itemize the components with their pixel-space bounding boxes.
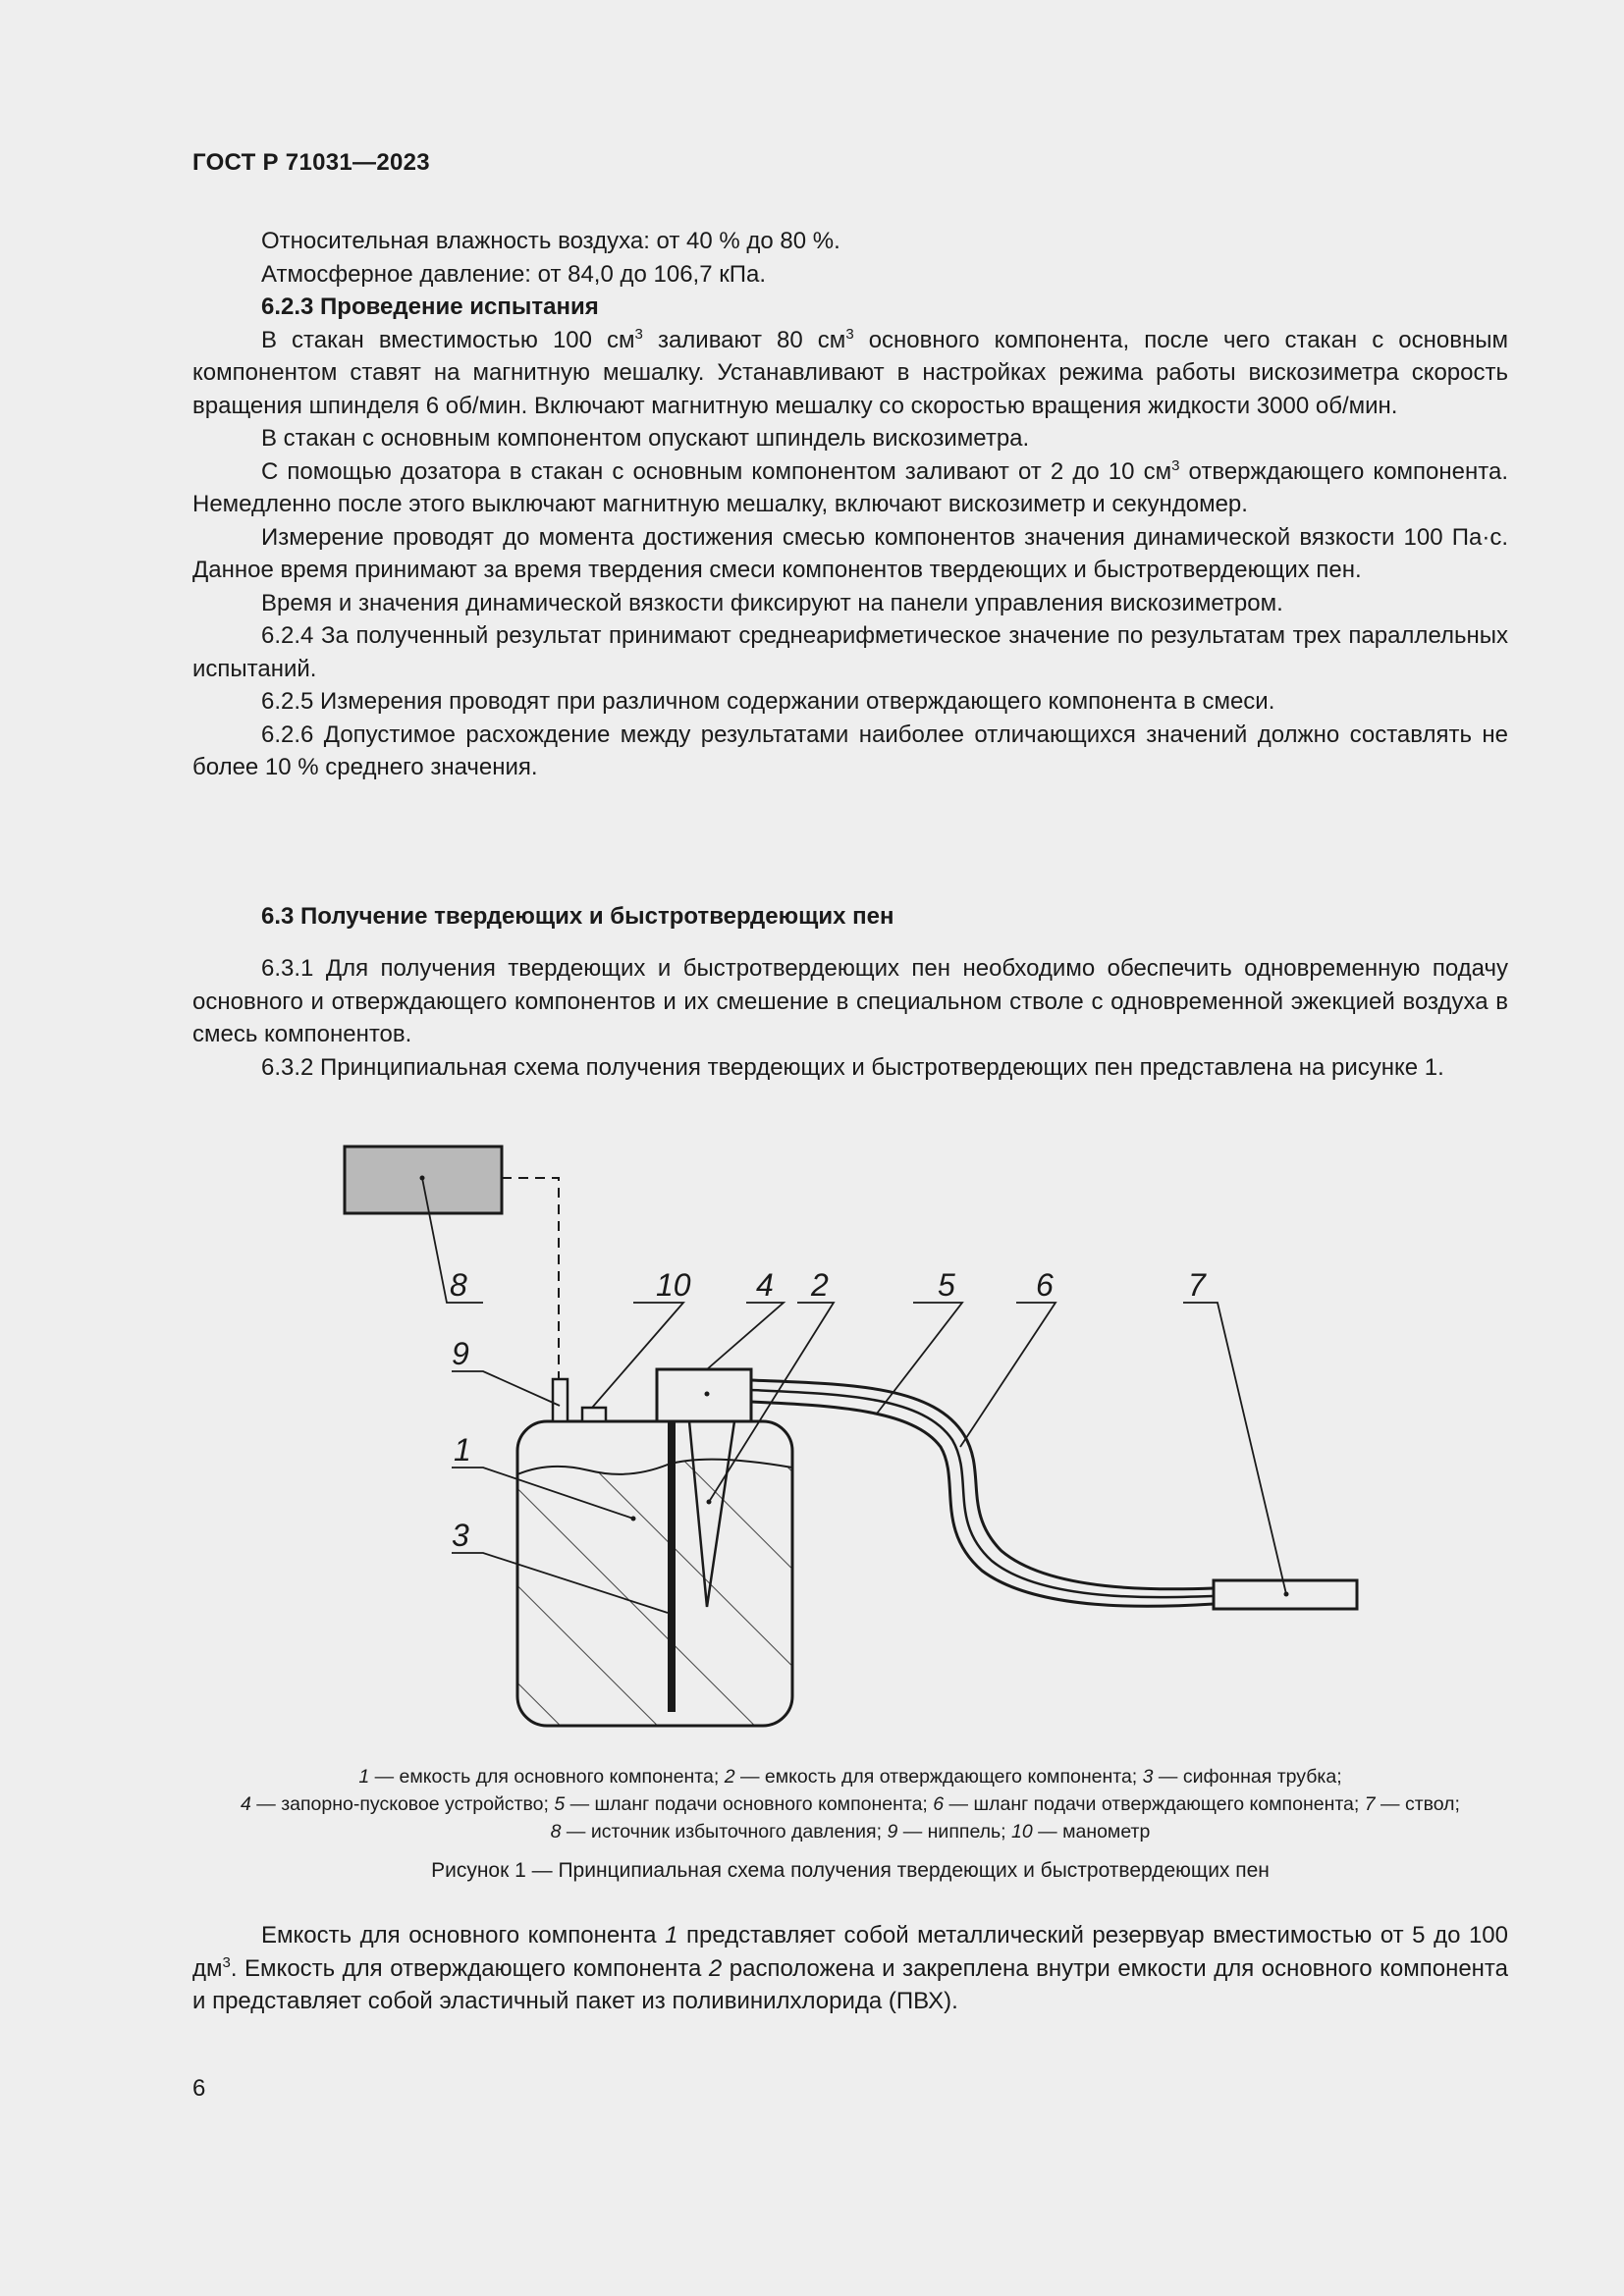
paragraph-test-procedure <box>192 324 1508 423</box>
siphon-tube <box>668 1421 676 1712</box>
legend-item: 5 — шланг подачи основного компонента; <box>554 1793 928 1815</box>
text-run: С помощью дозатора в стакан с основным компонентом заливают от 2 до 10 см <box>261 457 1172 485</box>
legend-item: 8 — источник избыточного давления; <box>550 1821 883 1842</box>
legend-item: 6 — шланг подачи отверждающего компонента; <box>933 1793 1360 1815</box>
legend-item: 10 — манометр <box>1011 1821 1151 1842</box>
superscript: 3 <box>222 1953 231 1971</box>
text-run: . Емкость для отверждающего компонента <box>230 1954 709 1982</box>
text-run: основного компонента, после чего стакан с основным компонентом ставят на магнитную мешалку. Устанавливают в настройках режима работы вискозиметра скорость вращения шпинделя 6 об/мин. Включают магнитную мешалку со скоростью вращения жидкости 3000 об/мин. <box>192 326 1508 419</box>
legend-item: 9 — ниппель; <box>887 1821 1006 1842</box>
leader-lines <box>422 1178 1286 1613</box>
text-run: Емкость для основного компонента <box>261 1922 666 1949</box>
callout-10: 10 <box>656 1267 691 1303</box>
main-component-tank <box>517 1460 792 1728</box>
superscript: 3 <box>1171 456 1180 474</box>
hose-outer-line <box>751 1380 1214 1589</box>
callout-8: 8 <box>450 1267 467 1303</box>
tank-outline <box>517 1421 792 1726</box>
manometer <box>582 1408 606 1421</box>
paragraph-record: Время и значения динамической вязкости фиксируют на панели управления вискозиметром. <box>261 589 1283 616</box>
text-run: представляет собой металлический резервуар вместимостью от 5 до 100 дм <box>192 1922 1509 1982</box>
paragraph-6-2-4: 6.2.4 За полученный результат принимают среднеарифметическое значение по результатам трех параллельных испытаний. <box>192 622 1508 682</box>
italic-number: 2 <box>708 1954 723 1982</box>
text-run: В стакан вместимостью 100 см <box>261 326 635 353</box>
hardener-bag <box>689 1421 734 1607</box>
superscript: 3 <box>634 325 643 343</box>
callout-1: 1 <box>454 1432 471 1468</box>
legend-item: 7 — ствол; <box>1364 1793 1460 1815</box>
nipple <box>553 1379 568 1421</box>
paragraph-dosing <box>192 455 1508 521</box>
callout-9: 9 <box>452 1336 469 1371</box>
paragraph-tank-description <box>192 1919 1508 2018</box>
pressure-source-box <box>345 1147 502 1213</box>
callout-7: 7 <box>1188 1267 1206 1303</box>
leader-endpoints <box>420 1176 1289 1597</box>
paragraph-6-3-2: 6.3.2 Принципиальная схема получения твердеющих и быстротвердеющих пен представлена на рисунке 1. <box>261 1053 1444 1081</box>
paragraph-humidity: Относительная влажность воздуха: от 40 % до 80 %. <box>261 228 840 254</box>
text-run: заливают 80 см <box>642 326 846 353</box>
callout-5: 5 <box>938 1267 955 1303</box>
shutoff-device <box>657 1369 751 1421</box>
italic-number: 1 <box>665 1922 678 1949</box>
paragraph-6-2-6: 6.2.6 Допустимое расхождение между результатами наиболее отличающихся значений должно составлять не более 10 % среднего значения. <box>192 721 1508 780</box>
document-header: ГОСТ Р 71031—2023 <box>192 149 430 176</box>
legend-item: 3 — сифонная трубка; <box>1142 1766 1342 1788</box>
legend-item: 4 — запорно-пусковое устройство; <box>241 1793 549 1815</box>
callout-6: 6 <box>1036 1267 1054 1303</box>
callout-3: 3 <box>452 1518 469 1553</box>
subsection-heading-6-2-3: 6.2.3 Проведение испытания <box>261 294 599 320</box>
hose-inner-line <box>751 1402 1214 1606</box>
figure-caption: Рисунок 1 — Принципиальная схема получения твердеющих и быстротвердеющих пен <box>431 1859 1270 1882</box>
superscript: 3 <box>845 325 854 343</box>
text-block-6-2-3 <box>192 225 1508 784</box>
page-number: 6 <box>192 2075 206 2102</box>
figure-legend <box>192 1763 1508 1845</box>
legend-item: 1 — емкость для основного компонента; <box>358 1766 720 1788</box>
hose-middle-line <box>751 1390 1214 1597</box>
callout-4: 4 <box>756 1267 774 1303</box>
paragraph-spindle: В стакан с основным компонентом опускают шпиндель вискозиметра. <box>261 425 1030 452</box>
text-run: отверждающего компонента. Немедленно после этого выключают магнитную мешалку, включают вискозиметр и секундомер. <box>192 457 1508 517</box>
text-block-description <box>192 1919 1508 2018</box>
paragraph-6-2-5: 6.2.5 Измерения проводят при различном содержании отверждающего компонента в смеси. <box>261 688 1275 715</box>
paragraph-6-3-1: 6.3.1 Для получения твердеющих и быстротвердеющих пен необходимо обеспечить одновременную подачу основного и отверждающего компонентов и их смешение в специальном стволе с одновременной эжекцией воздуха в смесь компонентов. <box>192 955 1508 1047</box>
text-block-6-3 <box>192 952 1508 1084</box>
paragraph-measurement: Измерение проводят до момента достижения смесью компонентов значения динамической вязкости 100 Па·с. Данное время принимают за время твердения смеси компонентов твердеющих и быстротвердеющих пен. <box>192 523 1508 583</box>
text-run: расположена и закреплена внутри емкости для основного компонента и представляет собой эластичный пакет из поливинилхлорида (ПВХ). <box>192 1954 1508 2014</box>
legend-item: 2 — емкость для отверждающего компонента; <box>724 1766 1138 1788</box>
callout-2: 2 <box>811 1267 829 1303</box>
barrel <box>1214 1580 1357 1609</box>
dashed-connection-line <box>502 1178 559 1379</box>
section-heading-6-3: 6.3 Получение твердеющих и быстротвердеющих пен <box>261 903 894 930</box>
paragraph-pressure: Атмосферное давление: от 84,0 до 106,7 кПа. <box>261 260 766 288</box>
